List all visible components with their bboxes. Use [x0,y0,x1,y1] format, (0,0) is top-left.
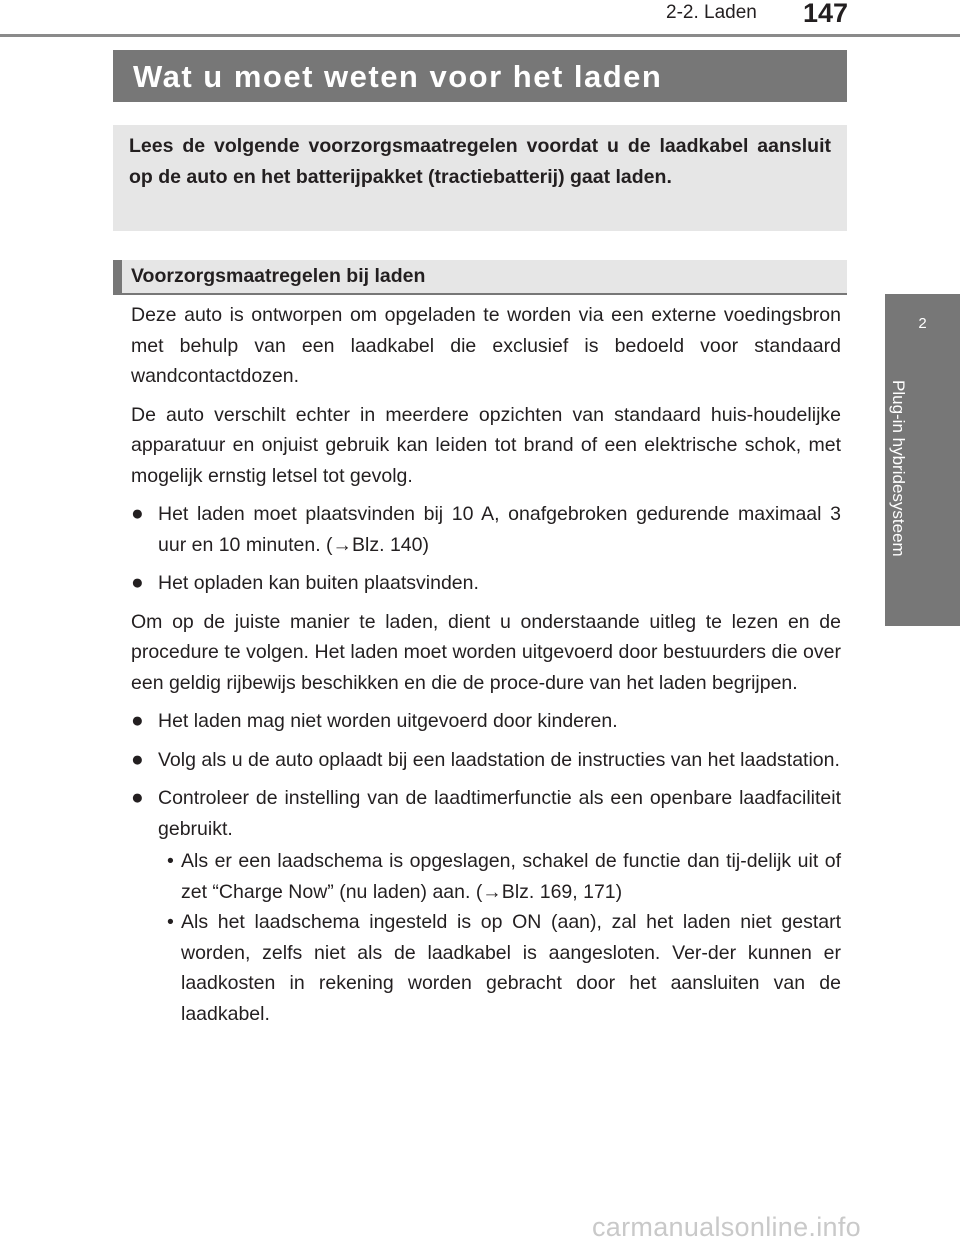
sub-bullet-item [131,846,841,907]
bullet-text: Volg als u de auto oplaadt bij een laadstation de instructies van het laadstation. [158,748,840,771]
bullet-text: Controleer de instelling van de laadtimerfunctie als een openbare laadfaciliteit gebruikt. [158,787,841,840]
watermark: carmanualsonline.info [592,1212,861,1242]
intro-text: Lees de volgende voorzorgsmaatregelen voordat u de laadkabel aansluit op de auto en het batterijpakket (tractiebatterij) gaat laden. [129,135,831,188]
paragraph-1: Deze auto is ontworpen om opgeladen te worden via een externe voedingsbron met behulp van een laadkabel die exclusief is bedoeld voor standaard wandcontactdozen. [131,304,841,387]
bullet-item [131,783,841,844]
bullet-dot-icon: ● [131,571,144,594]
bullet-text: Het laden moet plaatsvinden bij 10 A, onafgebroken gedurende maximaal 3 uur en 10 minuten. (→Blz. 140) [158,503,841,556]
sub-bullet-item [131,907,841,1029]
page-number: 147 [803,0,849,28]
section-title-bar [113,50,847,102]
paragraph-2: De auto verschilt echter in meerdere opzichten van standaard huis-houdelijke apparatuur en onjuist gebruik kan leiden tot brand of een elektrische schok, met mogelijk ernstig letsel tot gevolg. [131,403,841,487]
sub-bullet-dot-icon: • [167,850,174,872]
subheading-bar [113,260,847,295]
bullet-text: Het laden mag niet worden uitgevoerd door kinderen. [158,710,618,732]
intro-box [113,125,847,231]
bullet-item [131,499,841,560]
chapter-number: 2 [918,315,927,332]
section-title: Wat u moet weten voor het laden [133,59,663,94]
sub-bullet-dot-icon: • [167,911,174,933]
bullet-text: Het opladen kan buiten plaatsvinden. [158,572,479,594]
subheading-accent [113,260,122,293]
bullet-dot-icon: ● [131,709,144,732]
bullet-dot-icon: ● [131,502,144,525]
bullet-item [131,568,841,599]
header-rule [0,34,960,37]
sub-bullet-text: Als het laadschema ingesteld is op ON (aan), zal het laden niet gestart worden, zelfs niet als de laadkabel is aangesloten. Ver-der kunnen er laadkosten in rekening worden gebracht door het aansluiten van de laadkabel. [181,911,841,1025]
body-content [131,300,841,1029]
bullet-dot-icon: ● [131,747,144,771]
bullet-item [131,706,841,737]
chapter-label-wrap [889,380,923,590]
bullet-item [131,745,841,776]
sub-bullet-text: Als er een laadschema is opgeslagen, schakel de functie dan tij-delijk uit of zet “Charge Now” (nu laden) aan. (→Blz. 169, 171) [181,850,841,903]
bullet-dot-icon: ● [131,786,144,809]
header-section-title: 2-2. Laden [666,2,757,23]
paragraph-3: Om op de juiste manier te laden, dient u onderstaande uitleg te lezen en de procedure te volgen. Het laden moet worden uitgevoerd door bestuurders die over een geldig rijbewijs beschikken en die de proce-dure van het laden begrijpen. [131,610,841,694]
subheading-text: Voorzorgsmaatregelen bij laden [131,265,426,287]
chapter-label: Plug-in hybridesysteem [889,380,908,557]
